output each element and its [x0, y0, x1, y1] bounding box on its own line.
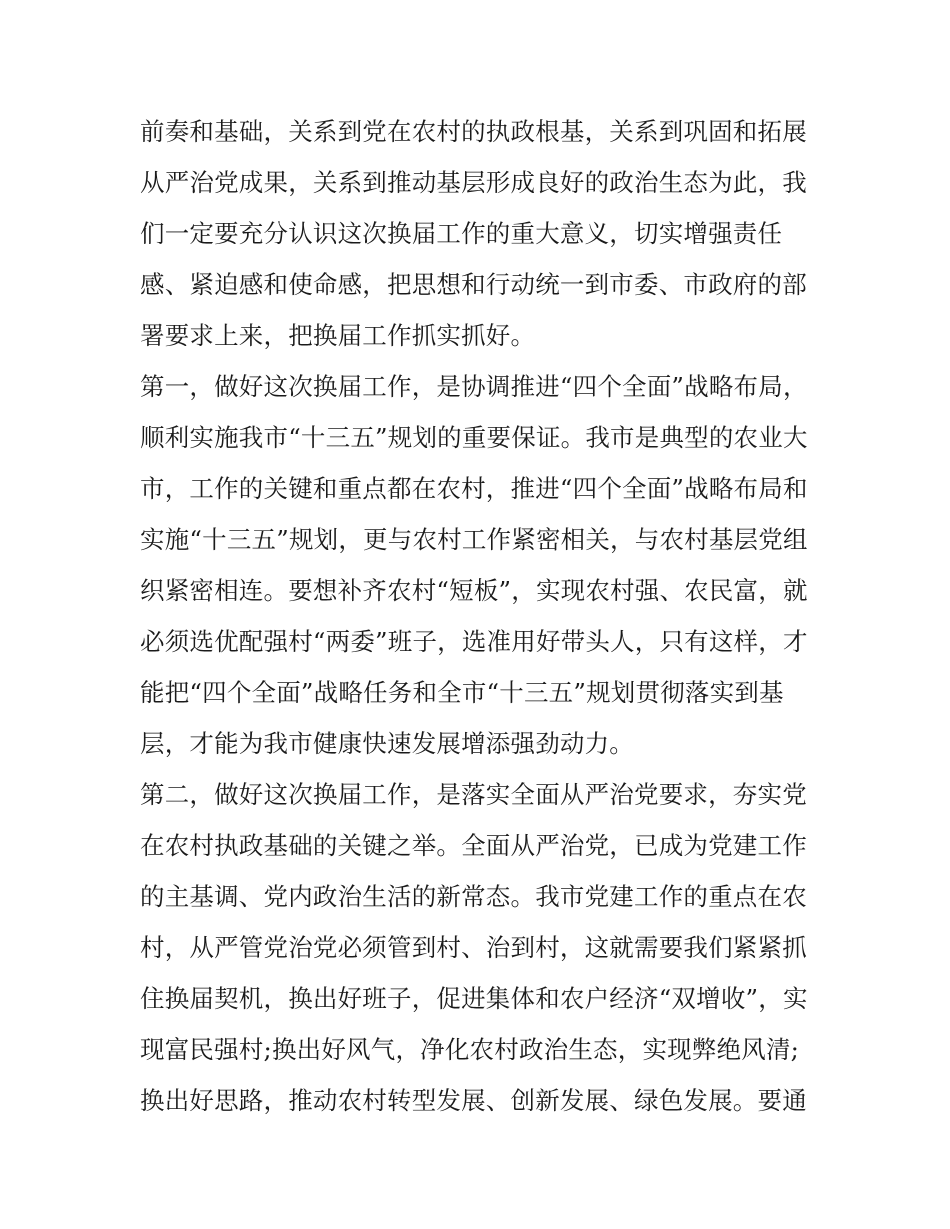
text-line-7: 顺利实施我市“十三五”规划的重要保证。我市是典型的农业大: [140, 423, 808, 452]
text-line-9: 实施“十三五”规划，更与农村工作紧密相关，与农村基层党组: [140, 525, 808, 554]
text-line-8: 市，工作的关键和重点都在农村，推进“四个全面”战略布局和: [140, 474, 808, 503]
text-line-11: 必须选优配强村“两委”班子，选准用好带头人，只有这样，才: [140, 627, 808, 656]
text-line-13: 层，才能为我市健康快速发展增添强劲动力。: [140, 729, 634, 758]
text-line-16: 的主基调、党内政治生活的新常态。我市党建工作的重点在农: [140, 882, 807, 911]
text-line-3: 们一定要充分认识这次换届工作的重大意义，切实增强责任: [140, 219, 783, 248]
text-line-1: 前奏和基础，关系到党在农村的执政根基，关系到巩固和拓展: [140, 117, 807, 146]
text-line-4: 感、紧迫感和使命感，把思想和行动统一到市委、市政府的部: [140, 270, 807, 299]
body-text: [140, 106, 820, 1126]
text-line-6: 第一，做好这次换届工作，是协调推进“四个全面”战略布局，: [140, 372, 808, 401]
text-line-12: 能把“四个全面”战略任务和全市“十三五”规划贯彻落实到基: [140, 678, 784, 707]
text-line-14: 第二，做好这次换届工作，是落实全面从严治党要求，夯实党: [140, 780, 807, 809]
text-line-20: 换出好思路，推动农村转型发展、创新发展、绿色发展。要通: [140, 1086, 807, 1115]
text-line-2: 从严治党成果，关系到推动基层形成良好的政治生态为此，我: [140, 168, 807, 197]
text-line-18: 住换届契机，换出好班子，促进集体和农户经济“双增收”，实: [140, 984, 808, 1013]
text-line-19: 现富民强村;换出好风气，净化农村政治生态，实现弊绝风清;: [140, 1035, 800, 1064]
text-line-17: 村，从严管党治党必须管到村、治到村，这就需要我们紧紧抓: [140, 933, 807, 962]
text-line-15: 在农村执政基础的关键之举。全面从严治党，已成为党建工作: [140, 831, 807, 860]
text-line-5: 署要求上来，把换届工作抓实抓好。: [140, 321, 536, 350]
text-line-10: 织紧密相连。要想补齐农村“短板”，实现农村强、农民富，就: [140, 576, 808, 605]
